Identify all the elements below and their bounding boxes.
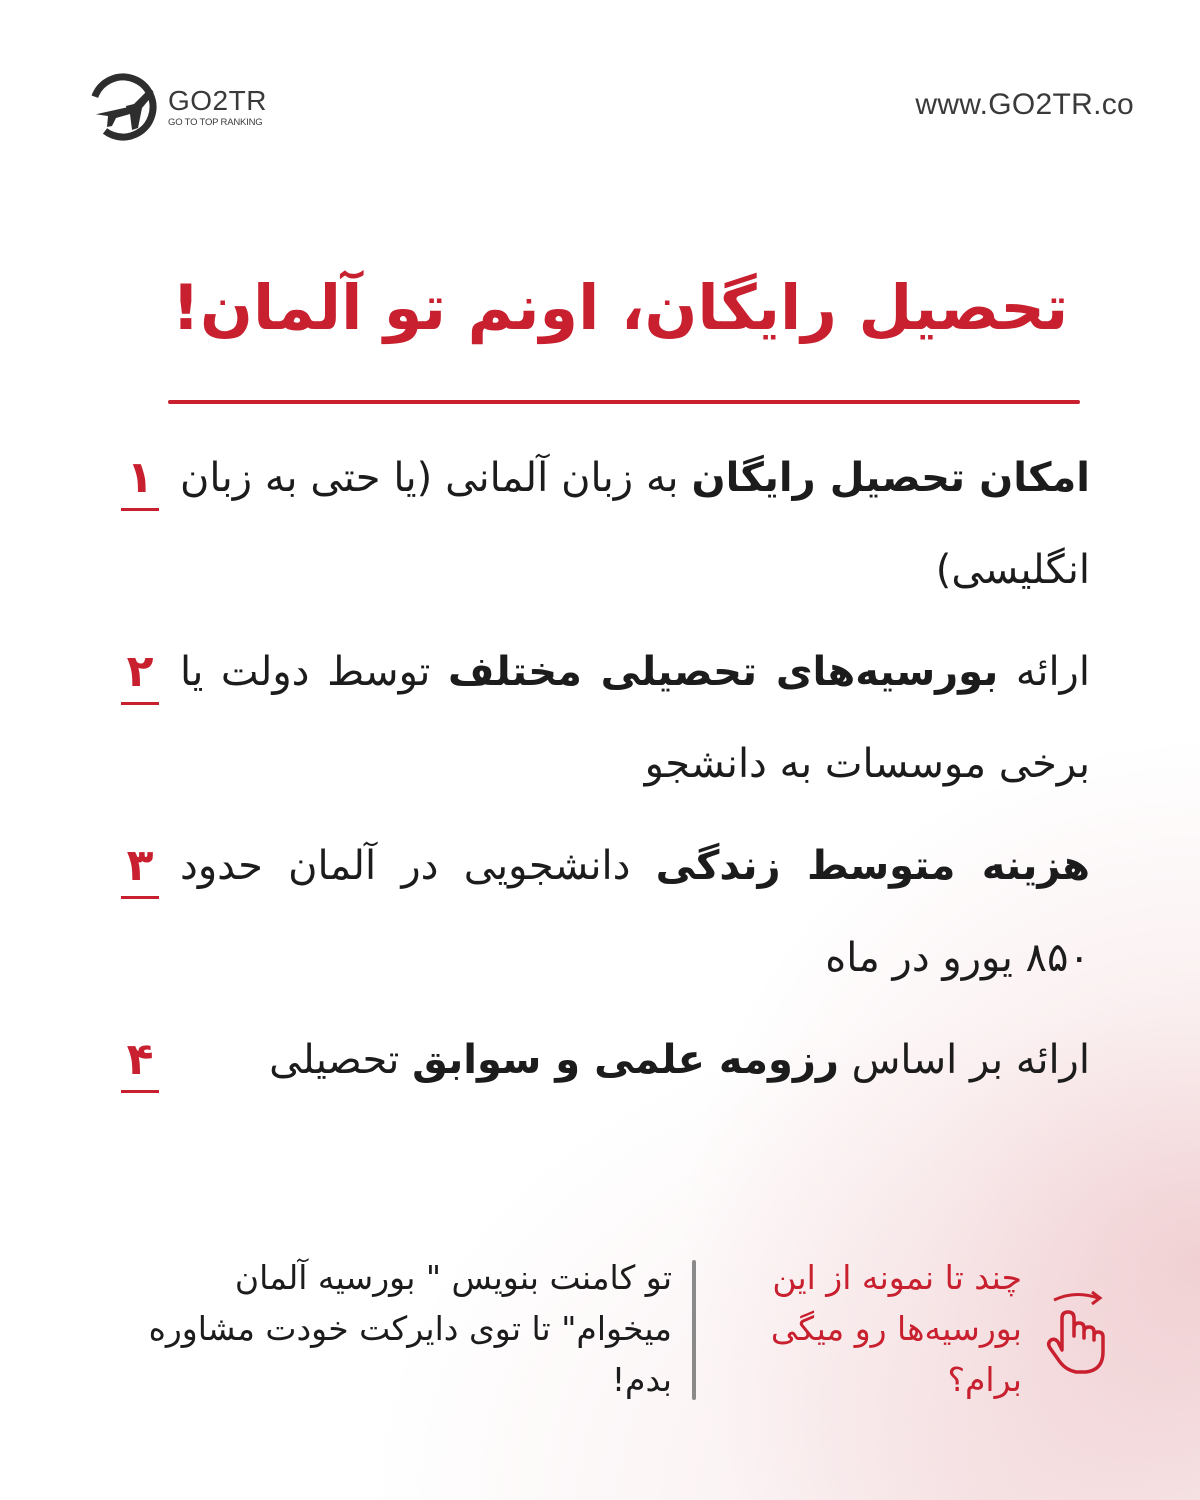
title-divider (168, 400, 1080, 404)
list-item-lead: ارائه بر اساس (838, 1037, 1090, 1083)
list-item-highlight: رزومه علمی و سوابق (412, 1037, 839, 1083)
brand-tagline: GO TO TOP RANKING (168, 116, 263, 128)
list-item-number: ۱ (100, 432, 180, 524)
list-item-body: تحصیلی (269, 1037, 413, 1083)
list-item-text (180, 1014, 1090, 1106)
footer-question: چند تا نمونه از این بورسیه‌ها رو میگی برام؟ (770, 1258, 1022, 1399)
list-item-highlight: هزینه متوسط زندگی (655, 843, 1091, 889)
list-item-text (180, 432, 1090, 616)
list-item-2 (100, 626, 1090, 810)
list-item-lead: ارائه (998, 649, 1090, 695)
list-item-number: ۴ (100, 1014, 180, 1106)
page-title: تحصیل رایگان، اونم تو آلمان! (171, 271, 1069, 344)
list-item-number: ۲ (100, 626, 180, 718)
brand-logo (86, 70, 267, 144)
list-item-body: به زبان آلمانی (یا حتی به زبان انگلیسی) (180, 455, 1090, 593)
list-item-text (180, 626, 1090, 810)
list-item-highlight: امکان تحصیل رایگان (691, 455, 1090, 501)
footer-cta (130, 1252, 1110, 1412)
list-item-body: توسط دولت یا برخی موسسات به دانشجو (180, 649, 1090, 787)
list-item-4 (100, 1014, 1090, 1106)
list-item-1 (100, 432, 1090, 616)
list-item-body: دانشجویی در آلمان حدود ۸۵۰ یورو در ماه (180, 843, 1090, 981)
footer-instruction: تو کامنت بنویس " بورسیه آلمان میخوام" تا توی دایرکت خودت مشاوره بدم! (148, 1258, 672, 1399)
list-item-number: ۳ (100, 820, 180, 912)
plane-logo-icon (86, 70, 160, 144)
footer-divider (692, 1260, 696, 1400)
list-item-text (180, 820, 1090, 1004)
tap-hand-icon (1040, 1288, 1110, 1378)
brand-name: GO2TR (168, 84, 267, 116)
list-item-3 (100, 820, 1090, 1004)
website-link[interactable]: www.GO2TR.co (915, 88, 1134, 121)
list-item-highlight: بورسیه‌های تحصیلی مختلف (447, 649, 999, 695)
